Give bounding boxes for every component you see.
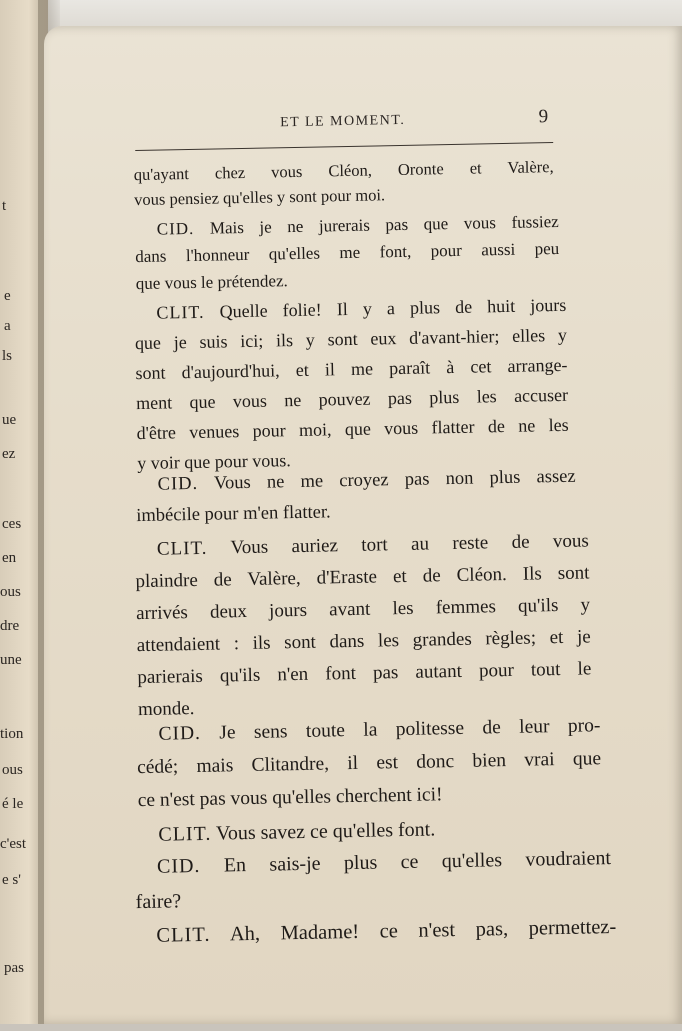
left-fragment: ous — [2, 762, 23, 778]
left-fragment: ces — [2, 516, 22, 532]
speaker-name: CLIT. — [156, 301, 205, 323]
header-rule — [135, 142, 553, 151]
text-line: ce n'est pas vous qu'elles cherchent ici! — [137, 784, 443, 812]
text-line: imbécile pour m'en flatter. — [136, 502, 331, 527]
left-fragment: pas — [4, 960, 24, 976]
paragraph — [135, 841, 612, 920]
paragraph — [134, 290, 569, 478]
text-line: y voir que pour vous. — [137, 450, 291, 474]
text-line: sont d'aujourd'hui, et il me paraît à cet arrange- — [135, 354, 568, 384]
left-fragment: e — [4, 288, 11, 304]
text-line: ment que vous ne pouvez pas plus les accuser — [135, 384, 569, 414]
text-line: qu'ayant chez vous Cléon, Oronte et Valère, — [133, 157, 554, 185]
page-number: 9 — [538, 106, 549, 128]
text-span: Vous auriez tort au reste de vous — [207, 530, 590, 559]
left-fragment: ue — [2, 412, 17, 428]
left-fragment: c'est — [0, 836, 27, 852]
text-line: parierais qu'ils n'en font pas autant pour tout le — [137, 658, 592, 689]
left-fragment: a — [4, 318, 11, 334]
paragraph — [133, 154, 554, 212]
text-line: dans l'honneur qu'elles me font, pour aussi peu — [135, 238, 560, 267]
speaker-name: CLIT. — [158, 822, 212, 846]
speaker-name: CID. — [157, 473, 199, 495]
text-span: Je sens toute la politesse de leur pro- — [200, 715, 601, 744]
speaker-name: CID. — [156, 854, 201, 878]
left-fragment: ls — [2, 348, 13, 364]
text-line: plaindre de Valère, d'Eraste et de Cléon. Ils sont — [135, 562, 590, 593]
left-fragment: e s' — [2, 872, 21, 888]
paragraph — [135, 525, 593, 726]
paragraph — [135, 462, 576, 532]
speaker-name: CLIT. — [156, 923, 211, 947]
text-span: Mais je ne jurerais pas que vous fussiez — [194, 211, 559, 238]
text-line: cédé; mais Clitandre, il est donc bien vrai que — [136, 748, 602, 779]
paragraph — [136, 709, 602, 817]
left-fragment: t — [2, 198, 7, 214]
left-fragment: é le — [2, 796, 24, 812]
text-line: arrivés deux jours avant les femmes qu'ils y — [135, 594, 591, 625]
text-line: attendaient : ils sont dans les grandes règles; et je — [136, 626, 591, 657]
paragraph — [135, 208, 560, 297]
text-span: En sais-je plus ce qu'elles voudraient — [200, 847, 612, 877]
text-span: Vous ne me croyez pas non plus assez — [197, 466, 576, 494]
text-line: monde. — [137, 698, 195, 721]
text-span: Ah, Madame! ce n'est pas, permettez- — [210, 915, 617, 946]
speaker-name: CID. — [158, 722, 202, 745]
left-fragment: en — [2, 550, 17, 566]
speaker-name: CLIT. — [156, 537, 208, 560]
text-line: d'être venues pour moi, que vous flatter de ne les — [136, 414, 569, 444]
text-line: que vous le prétendez. — [135, 271, 288, 294]
text-line: que je suis ici; ils y sont eux d'avant-hier; elles y — [134, 324, 568, 354]
speaker-name: CID. — [156, 218, 195, 239]
running-head: ET LE MOMENT. — [280, 112, 406, 131]
left-fragment: ous — [0, 584, 21, 600]
text-span: Quelle folie! Il y a plus de huit jours — [204, 294, 567, 322]
text-line: faire? — [135, 890, 182, 914]
left-fragment: ez — [2, 446, 16, 462]
text-line: vous pensiez qu'elles y sont pour moi. — [134, 185, 386, 210]
left-fragment: une — [0, 652, 22, 668]
text-span: Vous savez ce qu'elles font. — [211, 818, 436, 845]
left-fragment: tion — [0, 726, 24, 742]
left-fragment: dre — [0, 618, 20, 634]
